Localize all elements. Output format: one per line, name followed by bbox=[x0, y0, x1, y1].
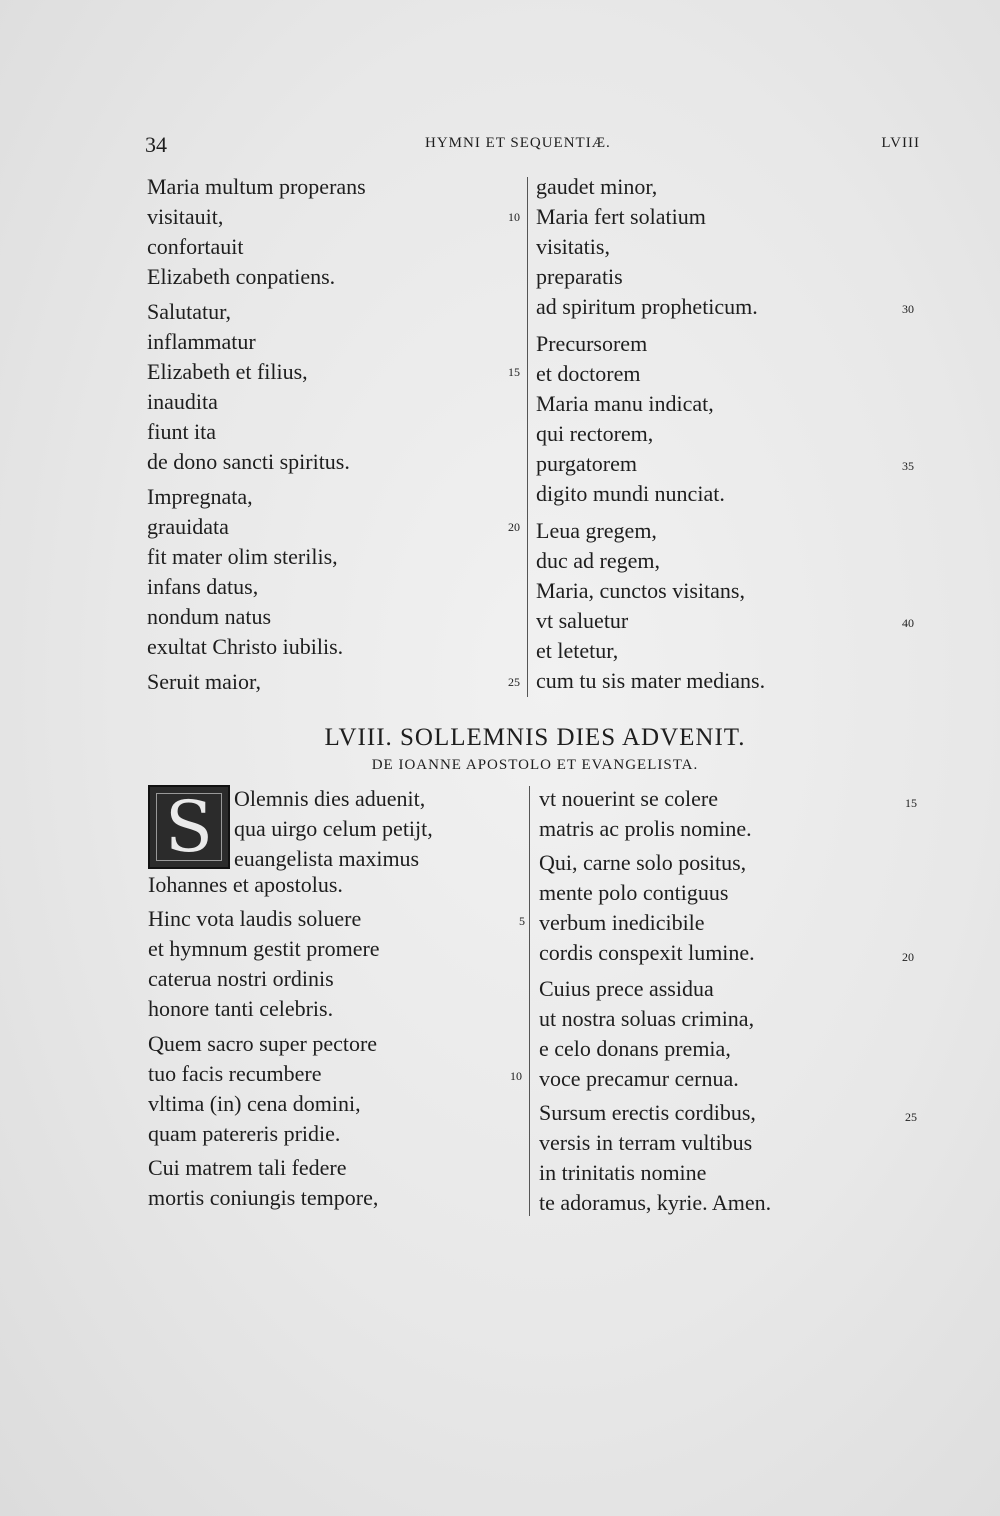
column-divider bbox=[529, 786, 530, 1216]
verse-line: qua uirgo celum petijt, bbox=[234, 816, 433, 841]
verse-line: Hinc vota laudis soluere bbox=[148, 906, 362, 931]
running-header bbox=[145, 132, 920, 162]
verse-line: te adoramus, kyrie. Amen. bbox=[539, 1190, 772, 1215]
verse-line: cordis conspexit lumine. bbox=[539, 940, 755, 965]
line-number: 35 bbox=[902, 459, 914, 473]
verse-line: vt nouerint se colere bbox=[539, 786, 718, 811]
line-number: 5 bbox=[519, 914, 525, 928]
verse-line: Leua gregem, bbox=[536, 518, 657, 543]
line-number: 25 bbox=[905, 1110, 917, 1124]
line-number: 40 bbox=[902, 616, 914, 630]
line-number: 15 bbox=[905, 796, 917, 810]
verse-line: caterua nostri ordinis bbox=[148, 966, 334, 991]
verse-line: inaudita bbox=[147, 389, 218, 414]
verse-line: confortauit bbox=[147, 234, 244, 259]
verse-line: infans datus, bbox=[147, 574, 259, 599]
verse-line: honore tanti celebris. bbox=[148, 996, 334, 1021]
verse-line: Sursum erectis cordibus, bbox=[539, 1100, 756, 1125]
bottom-stanzas bbox=[0, 784, 1000, 1224]
verse-line: fiunt ita bbox=[147, 419, 217, 444]
initial-letter: S bbox=[156, 793, 222, 861]
verse-line: Elizabeth et filius, bbox=[147, 359, 308, 384]
verse-line: fit mater olim sterilis, bbox=[147, 544, 338, 569]
verse-line: preparatis bbox=[536, 264, 623, 289]
verse-line: quam patereris pridie. bbox=[148, 1121, 341, 1146]
page-number: 34 bbox=[145, 132, 167, 157]
verse-line: Olemnis dies aduenit, bbox=[234, 786, 426, 811]
hymn-title: LVIII. SOLLEMNIS DIES ADVENIT. bbox=[324, 724, 746, 751]
verse-line: mortis coniungis tempore, bbox=[148, 1185, 379, 1210]
verse-line: gaudet minor, bbox=[536, 174, 658, 199]
verse-line: exultat Christo iubilis. bbox=[147, 634, 344, 659]
verse-line: grauidata bbox=[147, 514, 229, 539]
verse-line: et hymnum gestit promere bbox=[148, 936, 380, 961]
verse-line: euangelista maximus bbox=[234, 846, 420, 871]
verse-line: Salutatur, bbox=[147, 299, 232, 324]
verse-line: tuo facis recumbere bbox=[148, 1061, 322, 1086]
verse-line: voce precamur cernua. bbox=[539, 1066, 739, 1091]
section-number: LVIII bbox=[881, 135, 920, 151]
top-stanzas bbox=[0, 172, 1000, 712]
verse-line: in trinitatis nomine bbox=[539, 1160, 707, 1185]
verse-line: Precursorem bbox=[536, 331, 648, 356]
verse-line: Qui, carne solo positus, bbox=[539, 850, 747, 875]
line-number: 15 bbox=[508, 365, 520, 379]
verse-line: vltima (in) cena domini, bbox=[148, 1091, 361, 1116]
verse-line: Maria, cunctos visitans, bbox=[536, 578, 745, 603]
verse-line: Cuius prece assidua bbox=[539, 976, 714, 1001]
line-number: 10 bbox=[508, 210, 520, 224]
verse-line: cum tu sis mater medians. bbox=[536, 668, 766, 693]
line-number: 30 bbox=[902, 302, 914, 316]
verse-line: ut nostra soluas crimina, bbox=[539, 1006, 755, 1031]
verse-line: matris ac prolis nomine. bbox=[539, 816, 752, 841]
verse-line: duc ad regem, bbox=[536, 548, 660, 573]
verse-line: ad spiritum propheticum. bbox=[536, 294, 758, 319]
verse-line: Elizabeth conpatiens. bbox=[147, 264, 336, 289]
verse-line: versis in terram vultibus bbox=[539, 1130, 753, 1155]
verse-line: de dono sancti spiritus. bbox=[147, 449, 350, 474]
verse-line: Maria fert solatium bbox=[536, 204, 706, 229]
verse-line: Iohannes et apostolus. bbox=[148, 872, 343, 897]
verse-line: inflammatur bbox=[147, 329, 256, 354]
verse-line: vt saluetur bbox=[536, 608, 629, 633]
line-number: 10 bbox=[510, 1069, 522, 1083]
verse-line: visitatis, bbox=[536, 234, 610, 259]
column-divider bbox=[527, 177, 528, 697]
verse-line: Impregnata, bbox=[147, 484, 253, 509]
verse-line: et doctorem bbox=[536, 361, 641, 386]
line-number: 25 bbox=[508, 675, 520, 689]
line-number: 20 bbox=[508, 520, 520, 534]
verse-line: mente polo contiguus bbox=[539, 880, 729, 905]
hymn-subtitle: DE IOANNE APOSTOLO ET EVANGELISTA. bbox=[371, 757, 699, 773]
verse-line: qui rectorem, bbox=[536, 421, 654, 446]
verse-line: Maria manu indicat, bbox=[536, 391, 714, 416]
verse-line: Cui matrem tali federe bbox=[148, 1155, 347, 1180]
verse-line: Seruit maior, bbox=[147, 669, 261, 694]
verse-line: nondum natus bbox=[147, 604, 272, 629]
verse-line: et letetur, bbox=[536, 638, 619, 663]
verse-line: Quem sacro super pectore bbox=[148, 1031, 378, 1056]
verse-line: Maria multum properans bbox=[147, 174, 366, 199]
verse-line: purgatorem bbox=[536, 451, 638, 476]
line-number: 20 bbox=[902, 950, 914, 964]
verse-line: e celo donans premia, bbox=[539, 1036, 731, 1061]
verse-line: digito mundi nunciat. bbox=[536, 481, 725, 506]
verse-line: visitauit, bbox=[147, 204, 224, 229]
running-title: HYMNI ET SEQUENTIÆ. bbox=[425, 135, 611, 151]
verse-line: verbum inedicibile bbox=[539, 910, 705, 935]
